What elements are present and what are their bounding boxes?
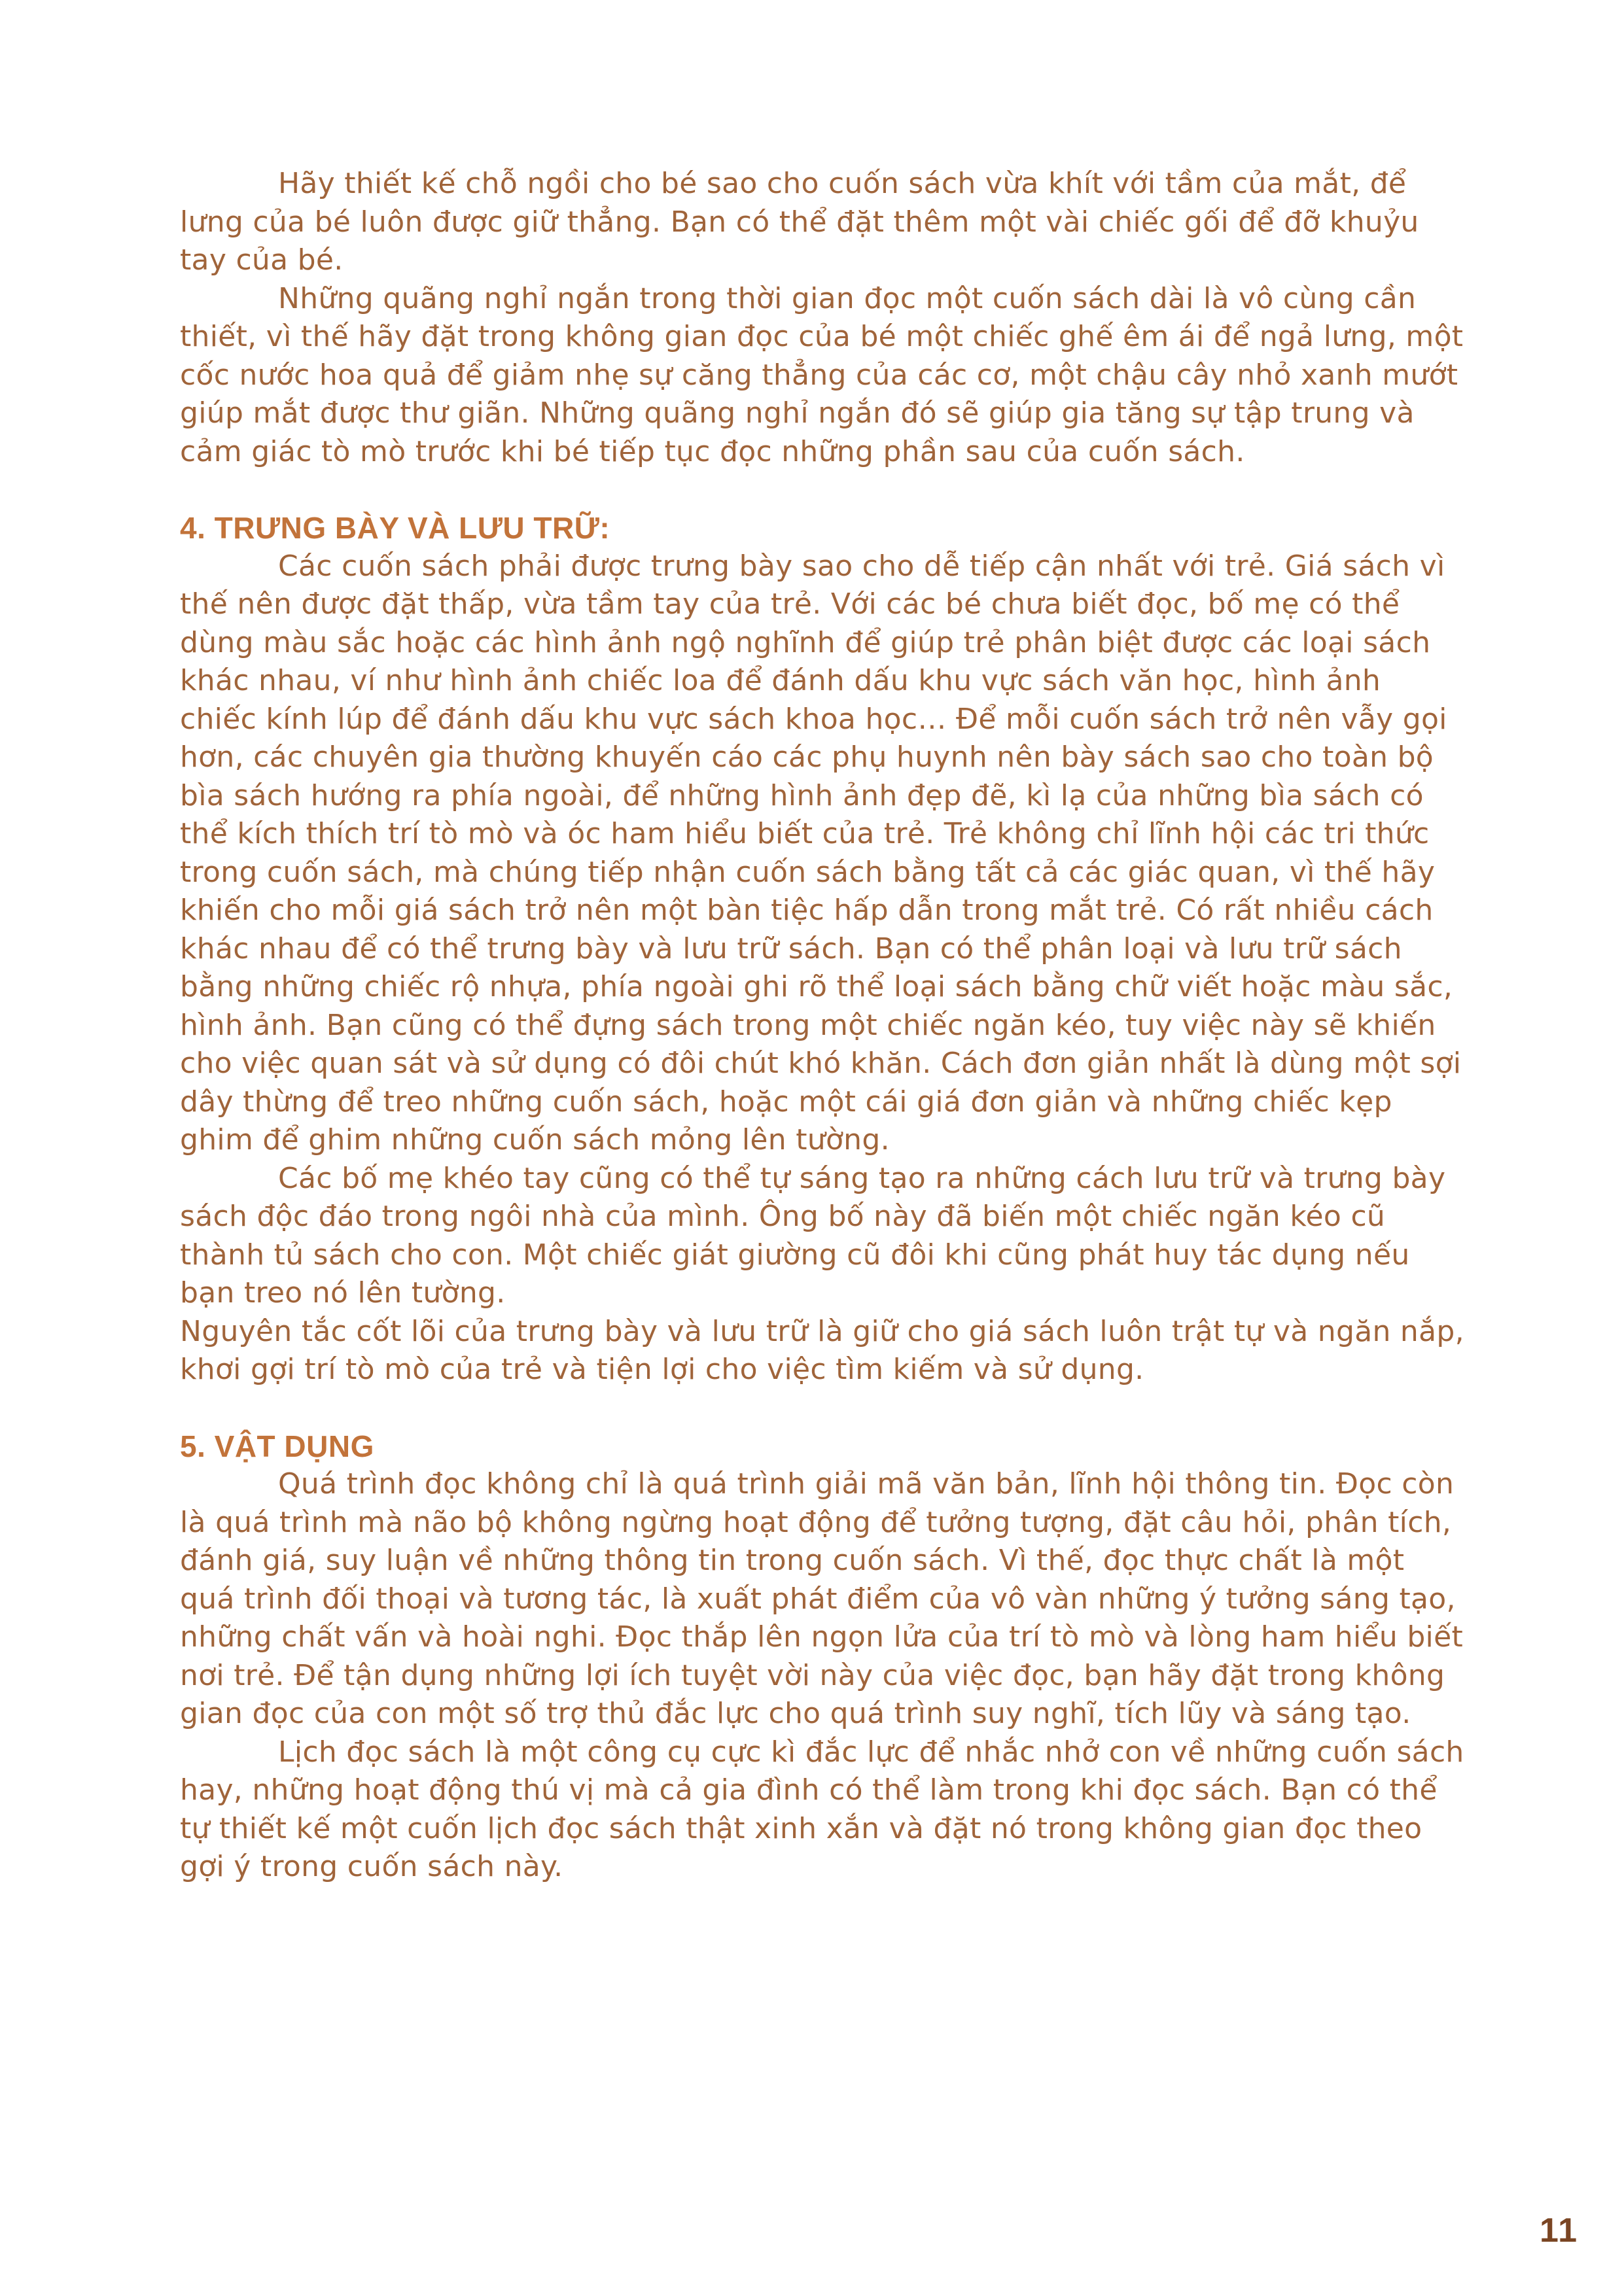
page-content	[180, 165, 1466, 1887]
section-4-paragraph-3: Nguyên tắc cốt lõi của trưng bày và lưu trữ là giữ cho giá sách luôn trật tự và ngăn nắp, khơi gợi trí tò mò của trẻ và tiện lợi cho việc tìm kiếm và sử dụng.	[180, 1314, 1464, 1386]
section-spacer	[180, 1389, 1466, 1427]
section-5-heading: 5. VẬT DỤNG	[180, 1429, 374, 1463]
section-5-paragraph-1: Quá trình đọc không chỉ là quá trình giải mã văn bản, lĩnh hội thông tin. Đọc còn là quá trình mà não bộ không ngừng hoạt động để tưởng tượng, đặt câu hỏi, phân tích, đánh giá, suy luận về những thông tin trong cuốn sách. Vì thế, đọc thực chất là một quá trình đối thoại và tương tác, là xuất phát điểm của vô vàn những ý tưởng sáng tạo, những chất vấn và hoài nghi. Đọc thắp lên ngọn lửa của trí tò mò và lòng ham hiểu biết nơi trẻ. Để tận dụng những lợi ích tuyệt vời này của việc đọc, bạn hãy đặt trong không gian đọc của con một số trợ thủ đắc lực cho quá trình suy nghĩ, tích lũy và sáng tạo.	[180, 1467, 1464, 1730]
intro-paragraph-1: Hãy thiết kế chỗ ngồi cho bé sao cho cuốn sách vừa khít với tầm của mắt, để lưng của bé luôn được giữ thẳng. Bạn có thể đặt thêm một vài chiếc gối để đỡ khuỷu tay của bé.	[180, 167, 1419, 277]
section-4-paragraph-1: Các cuốn sách phải được trưng bày sao cho dễ tiếp cận nhất với trẻ. Giá sách vì thế nên được đặt thấp, vừa tầm tay của trẻ. Với các bé chưa biết đọc, bố mẹ có thể dùng màu sắc hoặc các hình ảnh ngộ nghĩnh để giúp trẻ phân biệt được các loại sách khác nhau, ví như hình ảnh chiếc loa để đánh dấu khu vực sách văn học, hình ảnh chiếc kính lúp để đánh dấu khu vực sách khoa học… Để mỗi cuốn sách trở nên vẫy gọi hơn, các chuyên gia thường khuyến cáo các phụ huynh nên bày sách sao cho toàn bộ bìa sách hướng ra phía ngoài, để những hình ảnh đẹp đẽ, kì lạ của những bìa sách có thể kích thích trí tò mò và óc ham hiểu biết của trẻ. Trẻ không chỉ lĩnh hội các tri thức trong cuốn sách, mà chúng tiếp nhận cuốn sách bằng tất cả các giác quan, vì thế hãy khiến cho mỗi giá sách trở nên một bàn tiệc hấp dẫn trong mắt trẻ. Có rất nhiều cách khác nhau để có thể trưng bày và lưu trữ sách. Bạn có thể phân loại và lưu trữ sách bằng những chiếc rộ nhựa, phía ngoài ghi rõ thể loại sách bằng chữ viết hoặc màu sắc, hình ảnh. Bạn cũng có thể đựng sách trong một chiếc ngăn kéo, tuy việc này sẽ khiến cho việc quan sát và sử dụng có đôi chút khó khăn. Cách đơn giản nhất là dùng một sợi dây thừng để treo những cuốn sách, hoặc một cái giá đơn giản và những chiếc kẹp ghim để ghim những cuốn sách mỏng lên tường.	[180, 549, 1462, 1157]
section-5-paragraph-2: Lịch đọc sách là một công cụ cực kì đắc lực để nhắc nhở con về những cuốn sách hay, những hoạt động thú vị mà cả gia đình có thể làm trong khi đọc sách. Bạn có thể tự thiết kế một cuốn lịch đọc sách thật xinh xắn và đặt nó trong không gian đọc theo gợi ý trong cuốn sách này.	[180, 1735, 1464, 1883]
section-4-paragraph-2: Các bố mẹ khéo tay cũng có thể tự sáng tạo ra những cách lưu trữ và trưng bày sách độc đáo trong ngôi nhà của mình. Ông bố này đã biến một chiếc ngăn kéo cũ thành tủ sách cho con. Một chiếc giát giường cũ đôi khi cũng phát huy tác dụng nếu bạn treo nó lên tường.	[180, 1161, 1446, 1310]
page-number: 11	[1540, 2212, 1578, 2250]
section-4-heading: 4. TRƯNG BÀY VÀ LƯU TRỮ:	[180, 511, 610, 545]
section-spacer	[180, 471, 1466, 509]
intro-paragraph-2: Những quãng nghỉ ngắn trong thời gian đọc một cuốn sách dài là vô cùng cần thiết, vì thế hãy đặt trong không gian đọc của bé một chiếc ghế êm ái để ngả lưng, một cốc nước hoa quả để giảm nhẹ sự căng thẳng của các cơ, một chậu cây nhỏ xanh mướt giúp mắt được thư giãn. Những quãng nghỉ ngắn đó sẽ giúp gia tăng sự tập trung và cảm giác tò mò trước khi bé tiếp tục đọc những phần sau của cuốn sách.	[180, 281, 1464, 468]
